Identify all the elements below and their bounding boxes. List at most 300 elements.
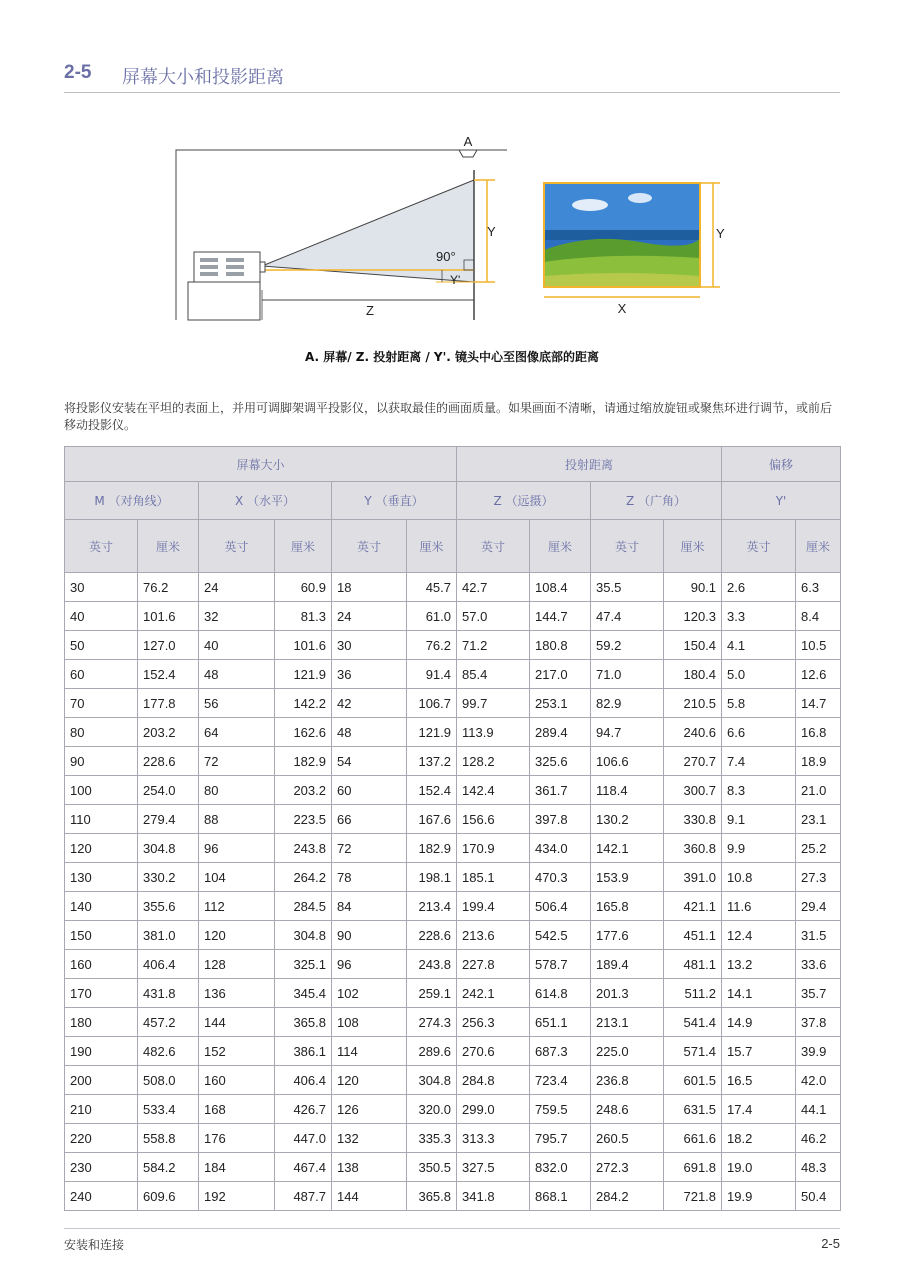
projector-lens bbox=[260, 262, 265, 272]
table-cell: 304.8 bbox=[138, 834, 199, 863]
table-cell: 431.8 bbox=[138, 979, 199, 1008]
unit-inch: 英寸 bbox=[332, 520, 407, 573]
table-row bbox=[65, 1095, 841, 1124]
table-cell: 341.8 bbox=[457, 1182, 530, 1211]
table-cell: 121.9 bbox=[275, 660, 332, 689]
table-cell: 227.8 bbox=[457, 950, 530, 979]
table-cell: 96 bbox=[199, 834, 275, 863]
table-cell: 128 bbox=[199, 950, 275, 979]
table-cell: 220 bbox=[65, 1124, 138, 1153]
table-cell: 176 bbox=[199, 1124, 275, 1153]
table-cell: 365.8 bbox=[407, 1182, 457, 1211]
table-cell: 759.5 bbox=[530, 1095, 591, 1124]
table-cell: 335.3 bbox=[407, 1124, 457, 1153]
table-cell: 451.1 bbox=[664, 921, 722, 950]
table-cell: 270.7 bbox=[664, 747, 722, 776]
table-cell: 85.4 bbox=[457, 660, 530, 689]
header-m-diagonal: M （对角线） bbox=[65, 482, 199, 520]
table-cell: 313.3 bbox=[457, 1124, 530, 1153]
projection-diagram bbox=[170, 130, 730, 330]
table-cell: 101.6 bbox=[275, 631, 332, 660]
table-cell: 44.1 bbox=[796, 1095, 841, 1124]
table-cell: 687.3 bbox=[530, 1037, 591, 1066]
table-cell: 236.8 bbox=[591, 1066, 664, 1095]
projection-beam bbox=[262, 180, 474, 282]
table-cell: 259.1 bbox=[407, 979, 457, 1008]
table-cell: 144 bbox=[332, 1182, 407, 1211]
table-cell: 11.6 bbox=[722, 892, 796, 921]
table-cell: 32 bbox=[199, 602, 275, 631]
table-cell: 584.2 bbox=[138, 1153, 199, 1182]
table-cell: 3.3 bbox=[722, 602, 796, 631]
table-cell: 144 bbox=[199, 1008, 275, 1037]
table-cell: 304.8 bbox=[275, 921, 332, 950]
table-row bbox=[65, 950, 841, 979]
table-cell: 80 bbox=[199, 776, 275, 805]
table-cell: 228.6 bbox=[138, 747, 199, 776]
table-cell: 386.1 bbox=[275, 1037, 332, 1066]
table-cell: 33.6 bbox=[796, 950, 841, 979]
table-cell: 42.7 bbox=[457, 573, 530, 602]
table-cell: 82.9 bbox=[591, 689, 664, 718]
table-cell: 304.8 bbox=[407, 1066, 457, 1095]
table-cell: 27.3 bbox=[796, 863, 841, 892]
table-row bbox=[65, 573, 841, 602]
table-cell: 162.6 bbox=[275, 718, 332, 747]
table-row bbox=[65, 1153, 841, 1182]
table-row bbox=[65, 1182, 841, 1211]
table-cell: 264.2 bbox=[275, 863, 332, 892]
table-cell: 120.3 bbox=[664, 602, 722, 631]
table-cell: 112 bbox=[199, 892, 275, 921]
table-cell: 165.8 bbox=[591, 892, 664, 921]
table-cell: 345.4 bbox=[275, 979, 332, 1008]
unit-inch: 英寸 bbox=[591, 520, 664, 573]
table-cell: 91.4 bbox=[407, 660, 457, 689]
table-cell: 203.2 bbox=[275, 776, 332, 805]
table-row bbox=[65, 863, 841, 892]
table-cell: 76.2 bbox=[138, 573, 199, 602]
table-cell: 102 bbox=[332, 979, 407, 1008]
table-cell: 128.2 bbox=[457, 747, 530, 776]
ceiling-mount bbox=[459, 150, 477, 157]
table-cell: 84 bbox=[332, 892, 407, 921]
table-cell: 279.4 bbox=[138, 805, 199, 834]
unit-cm: 厘米 bbox=[796, 520, 841, 573]
section-title: 屏幕大小和投影距离 bbox=[122, 67, 284, 88]
table-cell: 470.3 bbox=[530, 863, 591, 892]
unit-cm: 厘米 bbox=[530, 520, 591, 573]
table-cell: 99.7 bbox=[457, 689, 530, 718]
table-cell: 16.5 bbox=[722, 1066, 796, 1095]
table-cell: 14.7 bbox=[796, 689, 841, 718]
header-y-prime: Y' bbox=[722, 482, 841, 520]
table-cell: 96 bbox=[332, 950, 407, 979]
table-cell: 210.5 bbox=[664, 689, 722, 718]
table-cell: 7.4 bbox=[722, 747, 796, 776]
table-cell: 223.5 bbox=[275, 805, 332, 834]
footer-divider bbox=[64, 1228, 840, 1229]
table-row bbox=[65, 1124, 841, 1153]
table-cell: 104 bbox=[199, 863, 275, 892]
table-cell: 76.2 bbox=[407, 631, 457, 660]
table-cell: 558.8 bbox=[138, 1124, 199, 1153]
table-cell: 45.7 bbox=[407, 573, 457, 602]
projector-stand bbox=[188, 282, 260, 320]
table-cell: 406.4 bbox=[275, 1066, 332, 1095]
table-cell: 691.8 bbox=[664, 1153, 722, 1182]
table-cell: 6.6 bbox=[722, 718, 796, 747]
table-cell: 71.0 bbox=[591, 660, 664, 689]
table-cell: 192 bbox=[199, 1182, 275, 1211]
table-cell: 136 bbox=[199, 979, 275, 1008]
table-cell: 18 bbox=[332, 573, 407, 602]
table-cell: 184 bbox=[199, 1153, 275, 1182]
table-cell: 70 bbox=[65, 689, 138, 718]
header-offset: 偏移 bbox=[722, 447, 841, 482]
screen-image bbox=[544, 183, 700, 287]
table-cell: 19.9 bbox=[722, 1182, 796, 1211]
table-cell: 13.2 bbox=[722, 950, 796, 979]
table-cell: 230 bbox=[65, 1153, 138, 1182]
footer-chapter: 安装和连接 bbox=[64, 1238, 125, 1252]
table-cell: 325.1 bbox=[275, 950, 332, 979]
table-cell: 132 bbox=[332, 1124, 407, 1153]
unit-cm: 厘米 bbox=[664, 520, 722, 573]
unit-inch: 英寸 bbox=[457, 520, 530, 573]
table-cell: 225.0 bbox=[591, 1037, 664, 1066]
table-cell: 50 bbox=[65, 631, 138, 660]
table-cell: 330.2 bbox=[138, 863, 199, 892]
unit-inch: 英寸 bbox=[722, 520, 796, 573]
table-cell: 4.1 bbox=[722, 631, 796, 660]
table-cell: 601.5 bbox=[664, 1066, 722, 1095]
table-cell: 36 bbox=[332, 660, 407, 689]
table-cell: 2.6 bbox=[722, 573, 796, 602]
table-cell: 121.9 bbox=[407, 718, 457, 747]
table-cell: 631.5 bbox=[664, 1095, 722, 1124]
table-cell: 57.0 bbox=[457, 602, 530, 631]
table-cell: 138 bbox=[332, 1153, 407, 1182]
table-cell: 228.6 bbox=[407, 921, 457, 950]
table-cell: 10.5 bbox=[796, 631, 841, 660]
table-cell: 721.8 bbox=[664, 1182, 722, 1211]
table-cell: 434.0 bbox=[530, 834, 591, 863]
table-cell: 360.8 bbox=[664, 834, 722, 863]
table-cell: 150 bbox=[65, 921, 138, 950]
unit-cm: 厘米 bbox=[407, 520, 457, 573]
table-cell: 421.1 bbox=[664, 892, 722, 921]
table-row bbox=[65, 689, 841, 718]
distance-table bbox=[64, 446, 841, 1211]
table-cell: 170.9 bbox=[457, 834, 530, 863]
table-cell: 198.1 bbox=[407, 863, 457, 892]
table-cell: 299.0 bbox=[457, 1095, 530, 1124]
table-cell: 8.4 bbox=[796, 602, 841, 631]
table-cell: 106.7 bbox=[407, 689, 457, 718]
table-cell: 254.0 bbox=[138, 776, 199, 805]
table-cell: 47.4 bbox=[591, 602, 664, 631]
table-cell: 40 bbox=[65, 602, 138, 631]
table-cell: 18.9 bbox=[796, 747, 841, 776]
header-z-tele: Z （远摄） bbox=[457, 482, 591, 520]
table-cell: 182.9 bbox=[407, 834, 457, 863]
table-cell: 59.2 bbox=[591, 631, 664, 660]
table-cell: 71.2 bbox=[457, 631, 530, 660]
table-cell: 243.8 bbox=[407, 950, 457, 979]
header-screen-size: 屏幕大小 bbox=[65, 447, 457, 482]
table-cell: 142.1 bbox=[591, 834, 664, 863]
header-y-vertical: Y （垂直） bbox=[332, 482, 457, 520]
table-cell: 651.1 bbox=[530, 1008, 591, 1037]
table-cell: 153.9 bbox=[591, 863, 664, 892]
table-cell: 16.8 bbox=[796, 718, 841, 747]
table-cell: 289.6 bbox=[407, 1037, 457, 1066]
table-cell: 365.8 bbox=[275, 1008, 332, 1037]
table-cell: 126 bbox=[332, 1095, 407, 1124]
table-cell: 481.1 bbox=[664, 950, 722, 979]
table-cell: 110 bbox=[65, 805, 138, 834]
table-cell: 487.7 bbox=[275, 1182, 332, 1211]
label-y2: Y bbox=[716, 226, 725, 241]
table-cell: 177.6 bbox=[591, 921, 664, 950]
table-cell: 40 bbox=[199, 631, 275, 660]
table-cell: 94.7 bbox=[591, 718, 664, 747]
table-cell: 868.1 bbox=[530, 1182, 591, 1211]
table-cell: 272.3 bbox=[591, 1153, 664, 1182]
table-cell: 15.7 bbox=[722, 1037, 796, 1066]
table-cell: 201.3 bbox=[591, 979, 664, 1008]
table-cell: 120 bbox=[332, 1066, 407, 1095]
table-cell: 5.0 bbox=[722, 660, 796, 689]
table-cell: 100 bbox=[65, 776, 138, 805]
table-cell: 542.5 bbox=[530, 921, 591, 950]
table-cell: 80 bbox=[65, 718, 138, 747]
table-cell: 327.5 bbox=[457, 1153, 530, 1182]
table-cell: 10.8 bbox=[722, 863, 796, 892]
table-cell: 14.9 bbox=[722, 1008, 796, 1037]
table-cell: 12.6 bbox=[796, 660, 841, 689]
table-cell: 533.4 bbox=[138, 1095, 199, 1124]
table-cell: 217.0 bbox=[530, 660, 591, 689]
table-cell: 140 bbox=[65, 892, 138, 921]
table-row bbox=[65, 776, 841, 805]
distance-table-body bbox=[65, 573, 841, 1211]
table-cell: 142.4 bbox=[457, 776, 530, 805]
table-cell: 56 bbox=[199, 689, 275, 718]
table-cell: 31.5 bbox=[796, 921, 841, 950]
table-row bbox=[65, 805, 841, 834]
table-row bbox=[65, 1037, 841, 1066]
table-cell: 60 bbox=[332, 776, 407, 805]
table-cell: 5.8 bbox=[722, 689, 796, 718]
table-cell: 50.4 bbox=[796, 1182, 841, 1211]
table-cell: 447.0 bbox=[275, 1124, 332, 1153]
table-cell: 60.9 bbox=[275, 573, 332, 602]
page-header bbox=[64, 60, 840, 93]
table-cell: 426.7 bbox=[275, 1095, 332, 1124]
table-cell: 350.5 bbox=[407, 1153, 457, 1182]
table-cell: 330.8 bbox=[664, 805, 722, 834]
table-cell: 120 bbox=[199, 921, 275, 950]
table-cell: 180 bbox=[65, 1008, 138, 1037]
table-cell: 72 bbox=[199, 747, 275, 776]
table-cell: 108.4 bbox=[530, 573, 591, 602]
table-cell: 90.1 bbox=[664, 573, 722, 602]
table-cell: 832.0 bbox=[530, 1153, 591, 1182]
table-cell: 130.2 bbox=[591, 805, 664, 834]
table-cell: 571.4 bbox=[664, 1037, 722, 1066]
table-cell: 160 bbox=[199, 1066, 275, 1095]
table-cell: 270.6 bbox=[457, 1037, 530, 1066]
table-row bbox=[65, 1008, 841, 1037]
table-cell: 8.3 bbox=[722, 776, 796, 805]
label-z: Z bbox=[366, 303, 374, 318]
header-z-wide: Z （广角） bbox=[591, 482, 722, 520]
table-cell: 284.8 bbox=[457, 1066, 530, 1095]
table-cell: 185.1 bbox=[457, 863, 530, 892]
table-row bbox=[65, 834, 841, 863]
footer-page-number: 2-5 bbox=[821, 1236, 840, 1251]
table-cell: 243.8 bbox=[275, 834, 332, 863]
table-cell: 101.6 bbox=[138, 602, 199, 631]
table-cell: 189.4 bbox=[591, 950, 664, 979]
table-cell: 240.6 bbox=[664, 718, 722, 747]
table-cell: 180.4 bbox=[664, 660, 722, 689]
label-y-prime: Y' bbox=[450, 273, 461, 287]
label-angle: 90° bbox=[436, 249, 456, 264]
table-cell: 200 bbox=[65, 1066, 138, 1095]
table-cell: 152 bbox=[199, 1037, 275, 1066]
table-cell: 30 bbox=[65, 573, 138, 602]
table-cell: 482.6 bbox=[138, 1037, 199, 1066]
table-cell: 203.2 bbox=[138, 718, 199, 747]
header-throw-distance: 投射距离 bbox=[457, 447, 722, 482]
table-cell: 397.8 bbox=[530, 805, 591, 834]
table-cell: 42 bbox=[332, 689, 407, 718]
unit-cm: 厘米 bbox=[275, 520, 332, 573]
table-cell: 190 bbox=[65, 1037, 138, 1066]
table-cell: 48 bbox=[199, 660, 275, 689]
table-cell: 66 bbox=[332, 805, 407, 834]
table-cell: 320.0 bbox=[407, 1095, 457, 1124]
table-row bbox=[65, 602, 841, 631]
unit-inch: 英寸 bbox=[65, 520, 138, 573]
table-cell: 42.0 bbox=[796, 1066, 841, 1095]
table-cell: 182.9 bbox=[275, 747, 332, 776]
table-cell: 614.8 bbox=[530, 979, 591, 1008]
table-cell: 78 bbox=[332, 863, 407, 892]
table-cell: 127.0 bbox=[138, 631, 199, 660]
table-cell: 14.1 bbox=[722, 979, 796, 1008]
table-cell: 253.1 bbox=[530, 689, 591, 718]
table-cell: 256.3 bbox=[457, 1008, 530, 1037]
table-cell: 152.4 bbox=[407, 776, 457, 805]
table-cell: 152.4 bbox=[138, 660, 199, 689]
table-cell: 90 bbox=[65, 747, 138, 776]
table-cell: 284.5 bbox=[275, 892, 332, 921]
table-cell: 156.6 bbox=[457, 805, 530, 834]
table-cell: 64 bbox=[199, 718, 275, 747]
table-cell: 142.2 bbox=[275, 689, 332, 718]
table-cell: 391.0 bbox=[664, 863, 722, 892]
table-cell: 54 bbox=[332, 747, 407, 776]
table-cell: 242.1 bbox=[457, 979, 530, 1008]
table-cell: 61.0 bbox=[407, 602, 457, 631]
table-cell: 541.4 bbox=[664, 1008, 722, 1037]
table-cell: 381.0 bbox=[138, 921, 199, 950]
table-cell: 90 bbox=[332, 921, 407, 950]
table-cell: 30 bbox=[332, 631, 407, 660]
table-cell: 260.5 bbox=[591, 1124, 664, 1153]
table-row bbox=[65, 660, 841, 689]
table-cell: 19.0 bbox=[722, 1153, 796, 1182]
table-cell: 248.6 bbox=[591, 1095, 664, 1124]
table-cell: 23.1 bbox=[796, 805, 841, 834]
table-cell: 88 bbox=[199, 805, 275, 834]
section-number: 2-5 bbox=[64, 62, 92, 83]
table-cell: 210 bbox=[65, 1095, 138, 1124]
table-cell: 240 bbox=[65, 1182, 138, 1211]
table-cell: 35.5 bbox=[591, 573, 664, 602]
table-cell: 300.7 bbox=[664, 776, 722, 805]
unit-cm: 厘米 bbox=[138, 520, 199, 573]
table-cell: 48.3 bbox=[796, 1153, 841, 1182]
table-cell: 60 bbox=[65, 660, 138, 689]
table-cell: 35.7 bbox=[796, 979, 841, 1008]
table-cell: 120 bbox=[65, 834, 138, 863]
header-x-horizontal: X （水平） bbox=[199, 482, 332, 520]
table-cell: 29.4 bbox=[796, 892, 841, 921]
table-cell: 81.3 bbox=[275, 602, 332, 631]
intro-paragraph: 将投影仪安装在平坦的表面上，并用可调脚架调平投影仪，以获取最佳的画面质量。如果画面不清晰，请通过缩放旋钮或聚焦环进行调节，或前后移动投影仪。 bbox=[64, 401, 833, 432]
label-a: A bbox=[463, 134, 473, 149]
table-cell: 213.4 bbox=[407, 892, 457, 921]
table-cell: 177.8 bbox=[138, 689, 199, 718]
table-cell: 170 bbox=[65, 979, 138, 1008]
table-cell: 118.4 bbox=[591, 776, 664, 805]
label-y: Y bbox=[487, 224, 496, 239]
figure-caption: A. 屏幕/ Z. 投射距离 / Y'. 镜头中心至图像底部的距离 bbox=[304, 350, 600, 364]
table-cell: 508.0 bbox=[138, 1066, 199, 1095]
table-cell: 114 bbox=[332, 1037, 407, 1066]
table-cell: 72 bbox=[332, 834, 407, 863]
table-cell: 213.6 bbox=[457, 921, 530, 950]
table-cell: 46.2 bbox=[796, 1124, 841, 1153]
table-row bbox=[65, 747, 841, 776]
table-cell: 511.2 bbox=[664, 979, 722, 1008]
table-cell: 213.1 bbox=[591, 1008, 664, 1037]
table-cell: 39.9 bbox=[796, 1037, 841, 1066]
table-row bbox=[65, 921, 841, 950]
table-cell: 150.4 bbox=[664, 631, 722, 660]
table-cell: 37.8 bbox=[796, 1008, 841, 1037]
table-cell: 24 bbox=[199, 573, 275, 602]
table-cell: 137.2 bbox=[407, 747, 457, 776]
table-cell: 167.6 bbox=[407, 805, 457, 834]
table-cell: 48 bbox=[332, 718, 407, 747]
table-cell: 274.3 bbox=[407, 1008, 457, 1037]
unit-inch: 英寸 bbox=[199, 520, 275, 573]
table-cell: 21.0 bbox=[796, 776, 841, 805]
table-cell: 289.4 bbox=[530, 718, 591, 747]
table-cell: 18.2 bbox=[722, 1124, 796, 1153]
table-cell: 106.6 bbox=[591, 747, 664, 776]
table-cell: 25.2 bbox=[796, 834, 841, 863]
table-cell: 108 bbox=[332, 1008, 407, 1037]
table-row bbox=[65, 631, 841, 660]
table-cell: 467.4 bbox=[275, 1153, 332, 1182]
